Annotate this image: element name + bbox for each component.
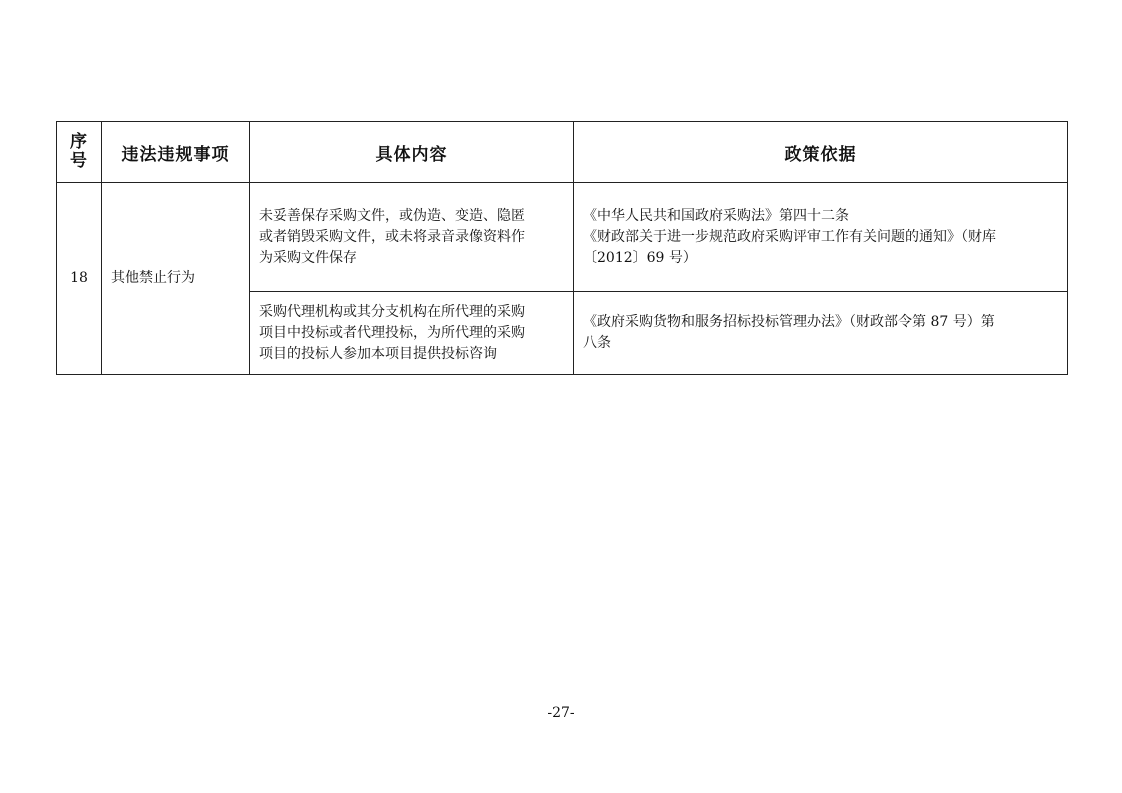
- basis-line: 《中华人民共和国政府采购法》第四十二条: [583, 207, 849, 224]
- content-line: 未妥善保存采购文件，或伪造、变造、隐匿: [259, 207, 525, 224]
- content-line: 为采购文件保存: [259, 249, 357, 266]
- header-policy-basis: 政策依据: [574, 122, 1068, 183]
- basis-line: 《财政部关于进一步规范政府采购评审工作有关问题的通知》（财库: [583, 228, 996, 245]
- header-serial-number: [57, 122, 102, 183]
- header-violation-item: 违法违规事项: [102, 122, 250, 183]
- row-violation-item: 其他禁止行为: [102, 183, 250, 375]
- content-line: 采购代理机构或其分支机构在所代理的采购: [259, 303, 525, 320]
- basis-line: 〔2012〕69 号）: [583, 249, 697, 266]
- content-line: 或者销毁采购文件，或未将录音录像资料作: [259, 228, 525, 245]
- content-line: 项目中投标或者代理投标，为所代理的采购: [259, 324, 525, 341]
- header-serial-number-line1: 序: [70, 132, 88, 152]
- table-header-row: [57, 122, 1068, 183]
- basis-cell: [574, 292, 1068, 375]
- table-row: [57, 183, 1068, 292]
- content-line: 项目的投标人参加本项目提供投标咨询: [259, 345, 497, 362]
- content-cell: [250, 292, 574, 375]
- basis-line: 八条: [583, 335, 611, 351]
- basis-line: 《政府采购货物和服务招标投标管理办法》（财政部令第 87 号）第: [583, 314, 995, 330]
- row-serial-number: 18: [57, 183, 102, 375]
- basis-cell: [574, 183, 1068, 292]
- regulation-table: [56, 121, 1068, 375]
- content-cell: [250, 183, 574, 292]
- header-serial-number-line2: 号: [70, 151, 88, 171]
- page-number: -27-: [547, 705, 575, 721]
- header-specific-content: 具体内容: [250, 122, 574, 183]
